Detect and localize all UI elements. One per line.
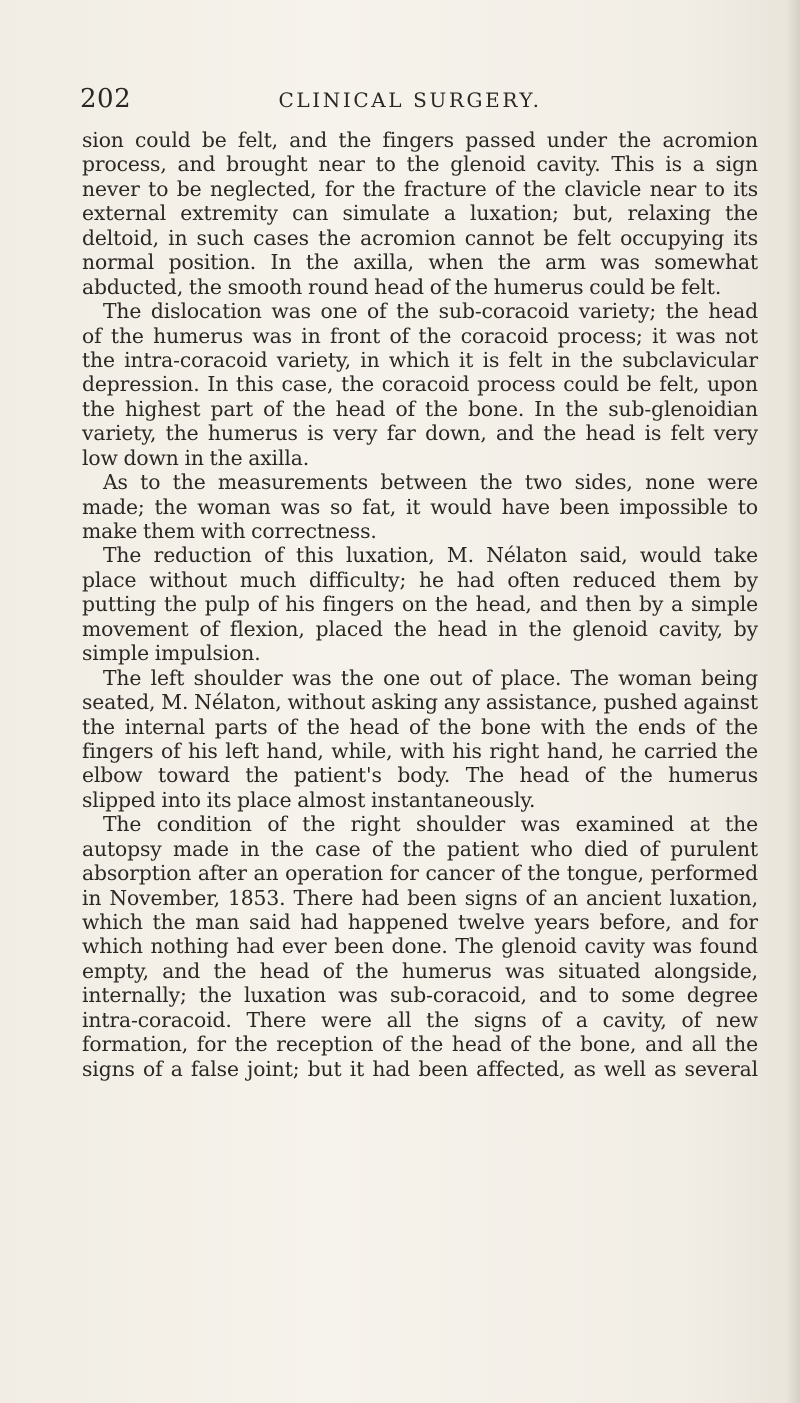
text-line: deltoid, in such cases the acromion cannot be felt occupying its [82, 225, 758, 250]
text-line: autopsy made in the case of the patient who died of purulent [82, 836, 758, 861]
page-edge-shadow [786, 0, 800, 1403]
page-header [80, 84, 750, 116]
text-line: simple impulsion. [82, 641, 261, 666]
text-line: seated, M. Nélaton, without asking any assistance, pushed against [82, 690, 758, 715]
text-line: the intra-coracoid variety, in which it is felt in the subclavicular [82, 347, 758, 372]
text-line: empty, and the head of the humerus was situated alongside, [82, 958, 758, 983]
text-line: signs of a false joint; but it had been affected, as well as several [82, 1056, 758, 1081]
text-line: which the man said had happened twelve years before, and for [82, 910, 758, 934]
text-line: normal position. In the axilla, when the arm was somewhat [82, 250, 758, 275]
text-line: made; the woman was so fat, it would have been impossible to [82, 494, 758, 519]
text-line: variety, the humerus is very far down, and the head is felt very [82, 421, 758, 446]
text-line: internally; the luxation was sub-coracoid, and to some degree [82, 983, 758, 1008]
text-line: intra-coracoid. There were all the signs of a cavity, of new [82, 1007, 758, 1032]
text-line: never to be neglected, for the fracture of the clavicle near to its [82, 176, 758, 201]
text-line: putting the pulp of his fingers on the head, and then by a simple [82, 592, 758, 617]
text-line: formation, for the reception of the head of the bone, and all the [82, 1032, 758, 1057]
text-line: elbow toward the patient's body. The head of the humerus [82, 763, 758, 788]
text-line: place without much difficulty; he had often reduced them by [82, 567, 758, 592]
text-line: make them with correctness. [82, 519, 377, 543]
text-line: which nothing had ever been done. The glenoid cavity was found [82, 934, 758, 959]
text-line: in November, 1853. There had been signs of an ancient luxation, [82, 885, 758, 910]
text-line: low down in the axilla. [82, 445, 310, 470]
body-text [82, 128, 758, 1081]
text-line: slipped into its place almost instantaneously. [82, 787, 536, 812]
text-line: fingers of his left hand, while, with his right hand, he carried the [82, 738, 758, 763]
text-line: the highest part of the head of the bone. In the sub-glenoidian [82, 396, 758, 421]
text-line: of the humerus was in front of the coracoid process; it was not [82, 323, 758, 348]
text-line: external extremity can simulate a luxation; but, relaxing the [82, 201, 758, 226]
text-line: the internal parts of the head of the bone with the ends of the [82, 714, 758, 739]
page-number: 202 [80, 84, 132, 114]
text-line: depression. In this case, the coracoid process could be felt, upon [82, 372, 758, 397]
running-title: CLINICAL SURGERY. [278, 88, 542, 112]
text-line: absorption after an operation for cancer of the tongue, performed [82, 861, 758, 886]
text-line: The dislocation was one of the sub-coracoid variety; the head [103, 299, 758, 324]
text-line: The left shoulder was the one out of place. The woman being [103, 665, 758, 690]
text-line: The reduction of this luxation, M. Nélaton said, would take [103, 543, 758, 568]
text-line: process, and brought near to the glenoid cavity. This is a sign [82, 152, 758, 177]
text-line: As to the measurements between the two sides, none were [103, 470, 758, 495]
text-line: movement of flexion, placed the head in the glenoid cavity, by [82, 616, 758, 641]
text-line: sion could be felt, and the fingers passed under the acromion [82, 128, 758, 152]
text-line: The condition of the right shoulder was examined at the [103, 812, 758, 837]
text-line: abducted, the smooth round head of the humerus could be felt. [82, 274, 722, 299]
